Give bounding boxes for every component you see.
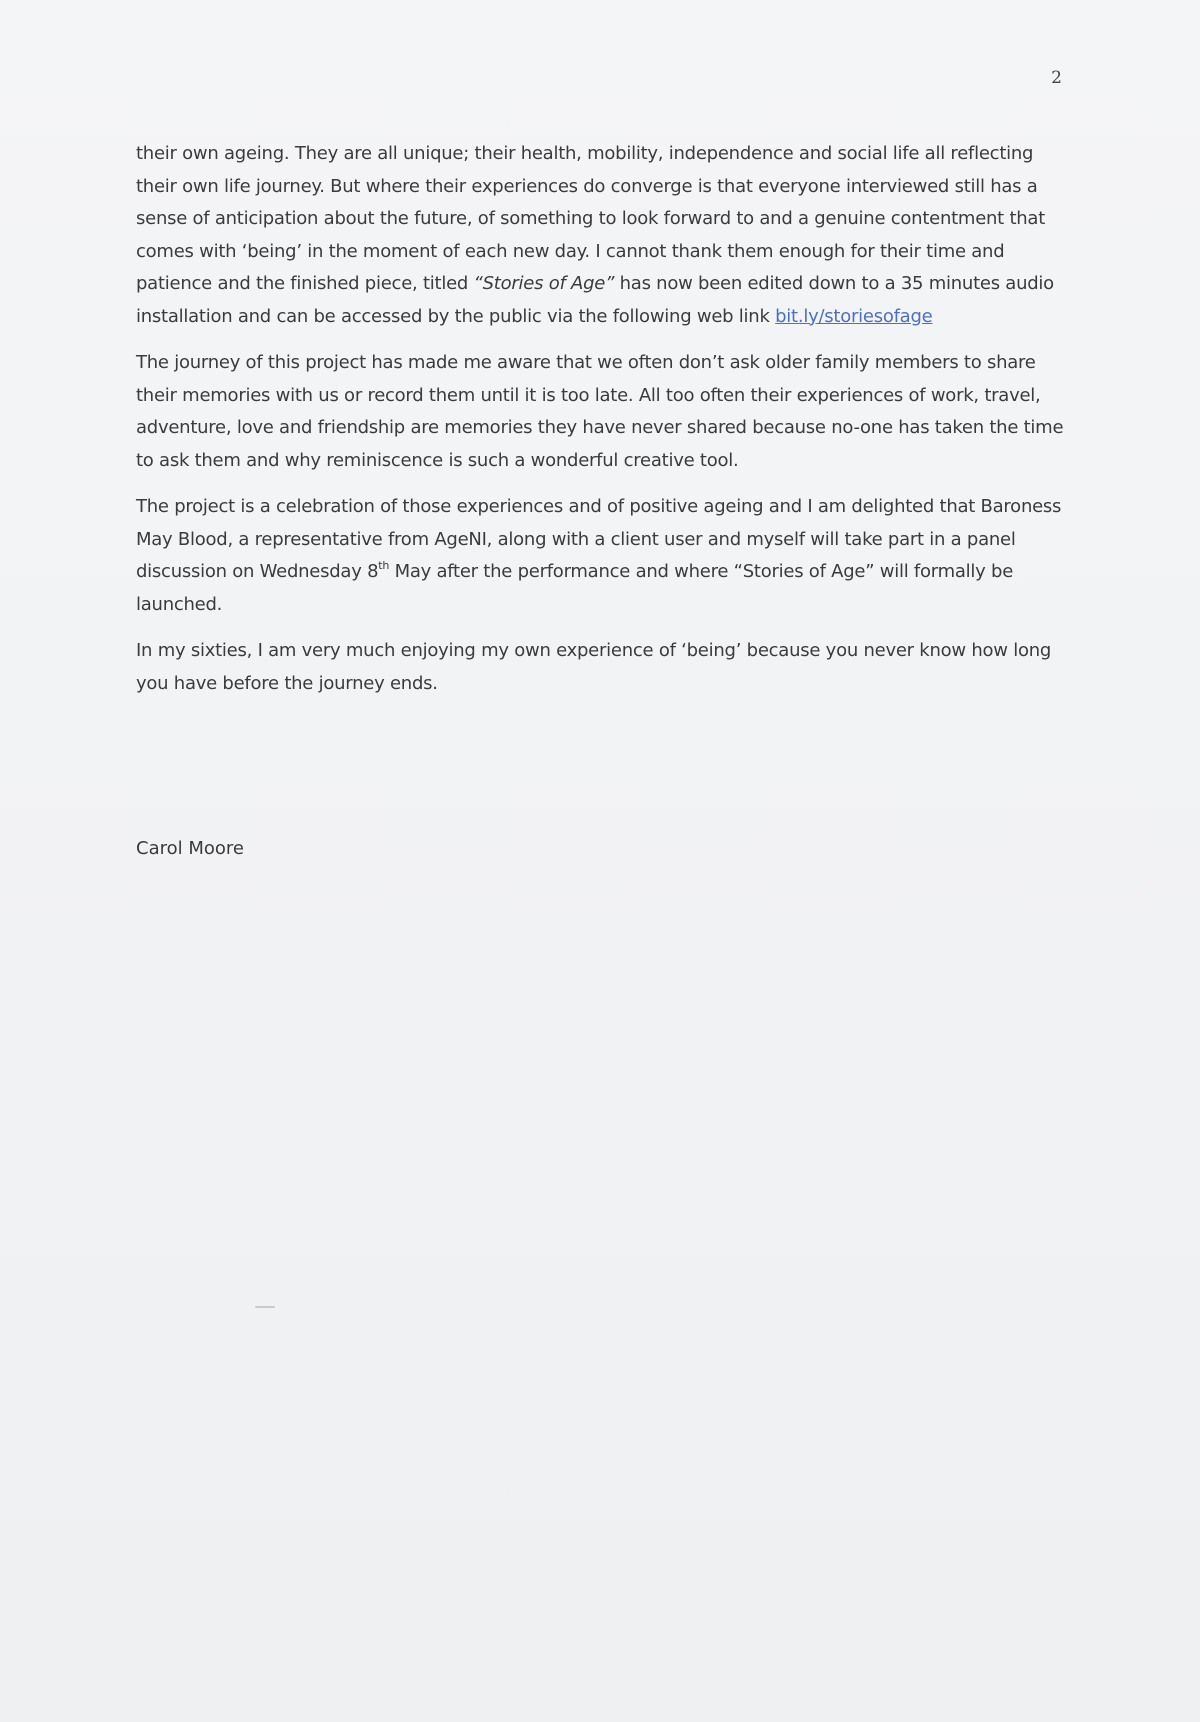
paragraph-1-text-b: has now been edited down to a 35 minutes audio installation and can be accessed by the public via the following web link <box>136 273 1054 327</box>
paragraph-1-text-a: their own ageing. They are all unique; their health, mobility, independence and social life all reflecting their own life journey. But where their experiences do converge is that everyone interviewed still has a sense of anticipation about the future, of something to look forward to and a genuine contentment that comes with ‘being’ in the moment of each new day. I cannot thank them enough for their time and patience and the finished piece, titled <box>136 143 1046 294</box>
paragraph-1 <box>136 138 1066 333</box>
web-link[interactable]: bit.ly/storiesofage <box>775 305 933 327</box>
ordinal-suffix: th <box>378 559 390 572</box>
paragraph-3 <box>136 491 1066 621</box>
paragraph-4: In my sixties, I am very much enjoying my own experience of ‘being’ because you never know how long you have before the journey ends. <box>136 640 1052 694</box>
paragraph-3-text-b: May after the performance and where “Stories of Age” will formally be launched. <box>136 561 1014 615</box>
letter-body <box>136 138 1066 714</box>
paragraph-2: The journey of this project has made me aware that we often don’t ask older family members to share their memories with us or record them until it is too late. All too often their experiences of work, travel, adventure, love and friendship are memories they have never shared because no-one has taken the time to ask them and why reminiscence is such a wonderful creative tool. <box>136 352 1064 471</box>
signature-name: Carol Moore <box>136 838 244 859</box>
paragraph-3-text-a: The project is a celebration of those experiences and of positive ageing and I am delighted that Baroness May Blood, a representative from AgeNI, along with a client user and myself will take part in a panel discussion on Wednesday 8 <box>136 496 1062 582</box>
paragraph-1-title-italic: “Stories of Age” <box>473 273 615 294</box>
scan-mark <box>255 1306 275 1308</box>
page-number: 2 <box>1051 68 1062 88</box>
